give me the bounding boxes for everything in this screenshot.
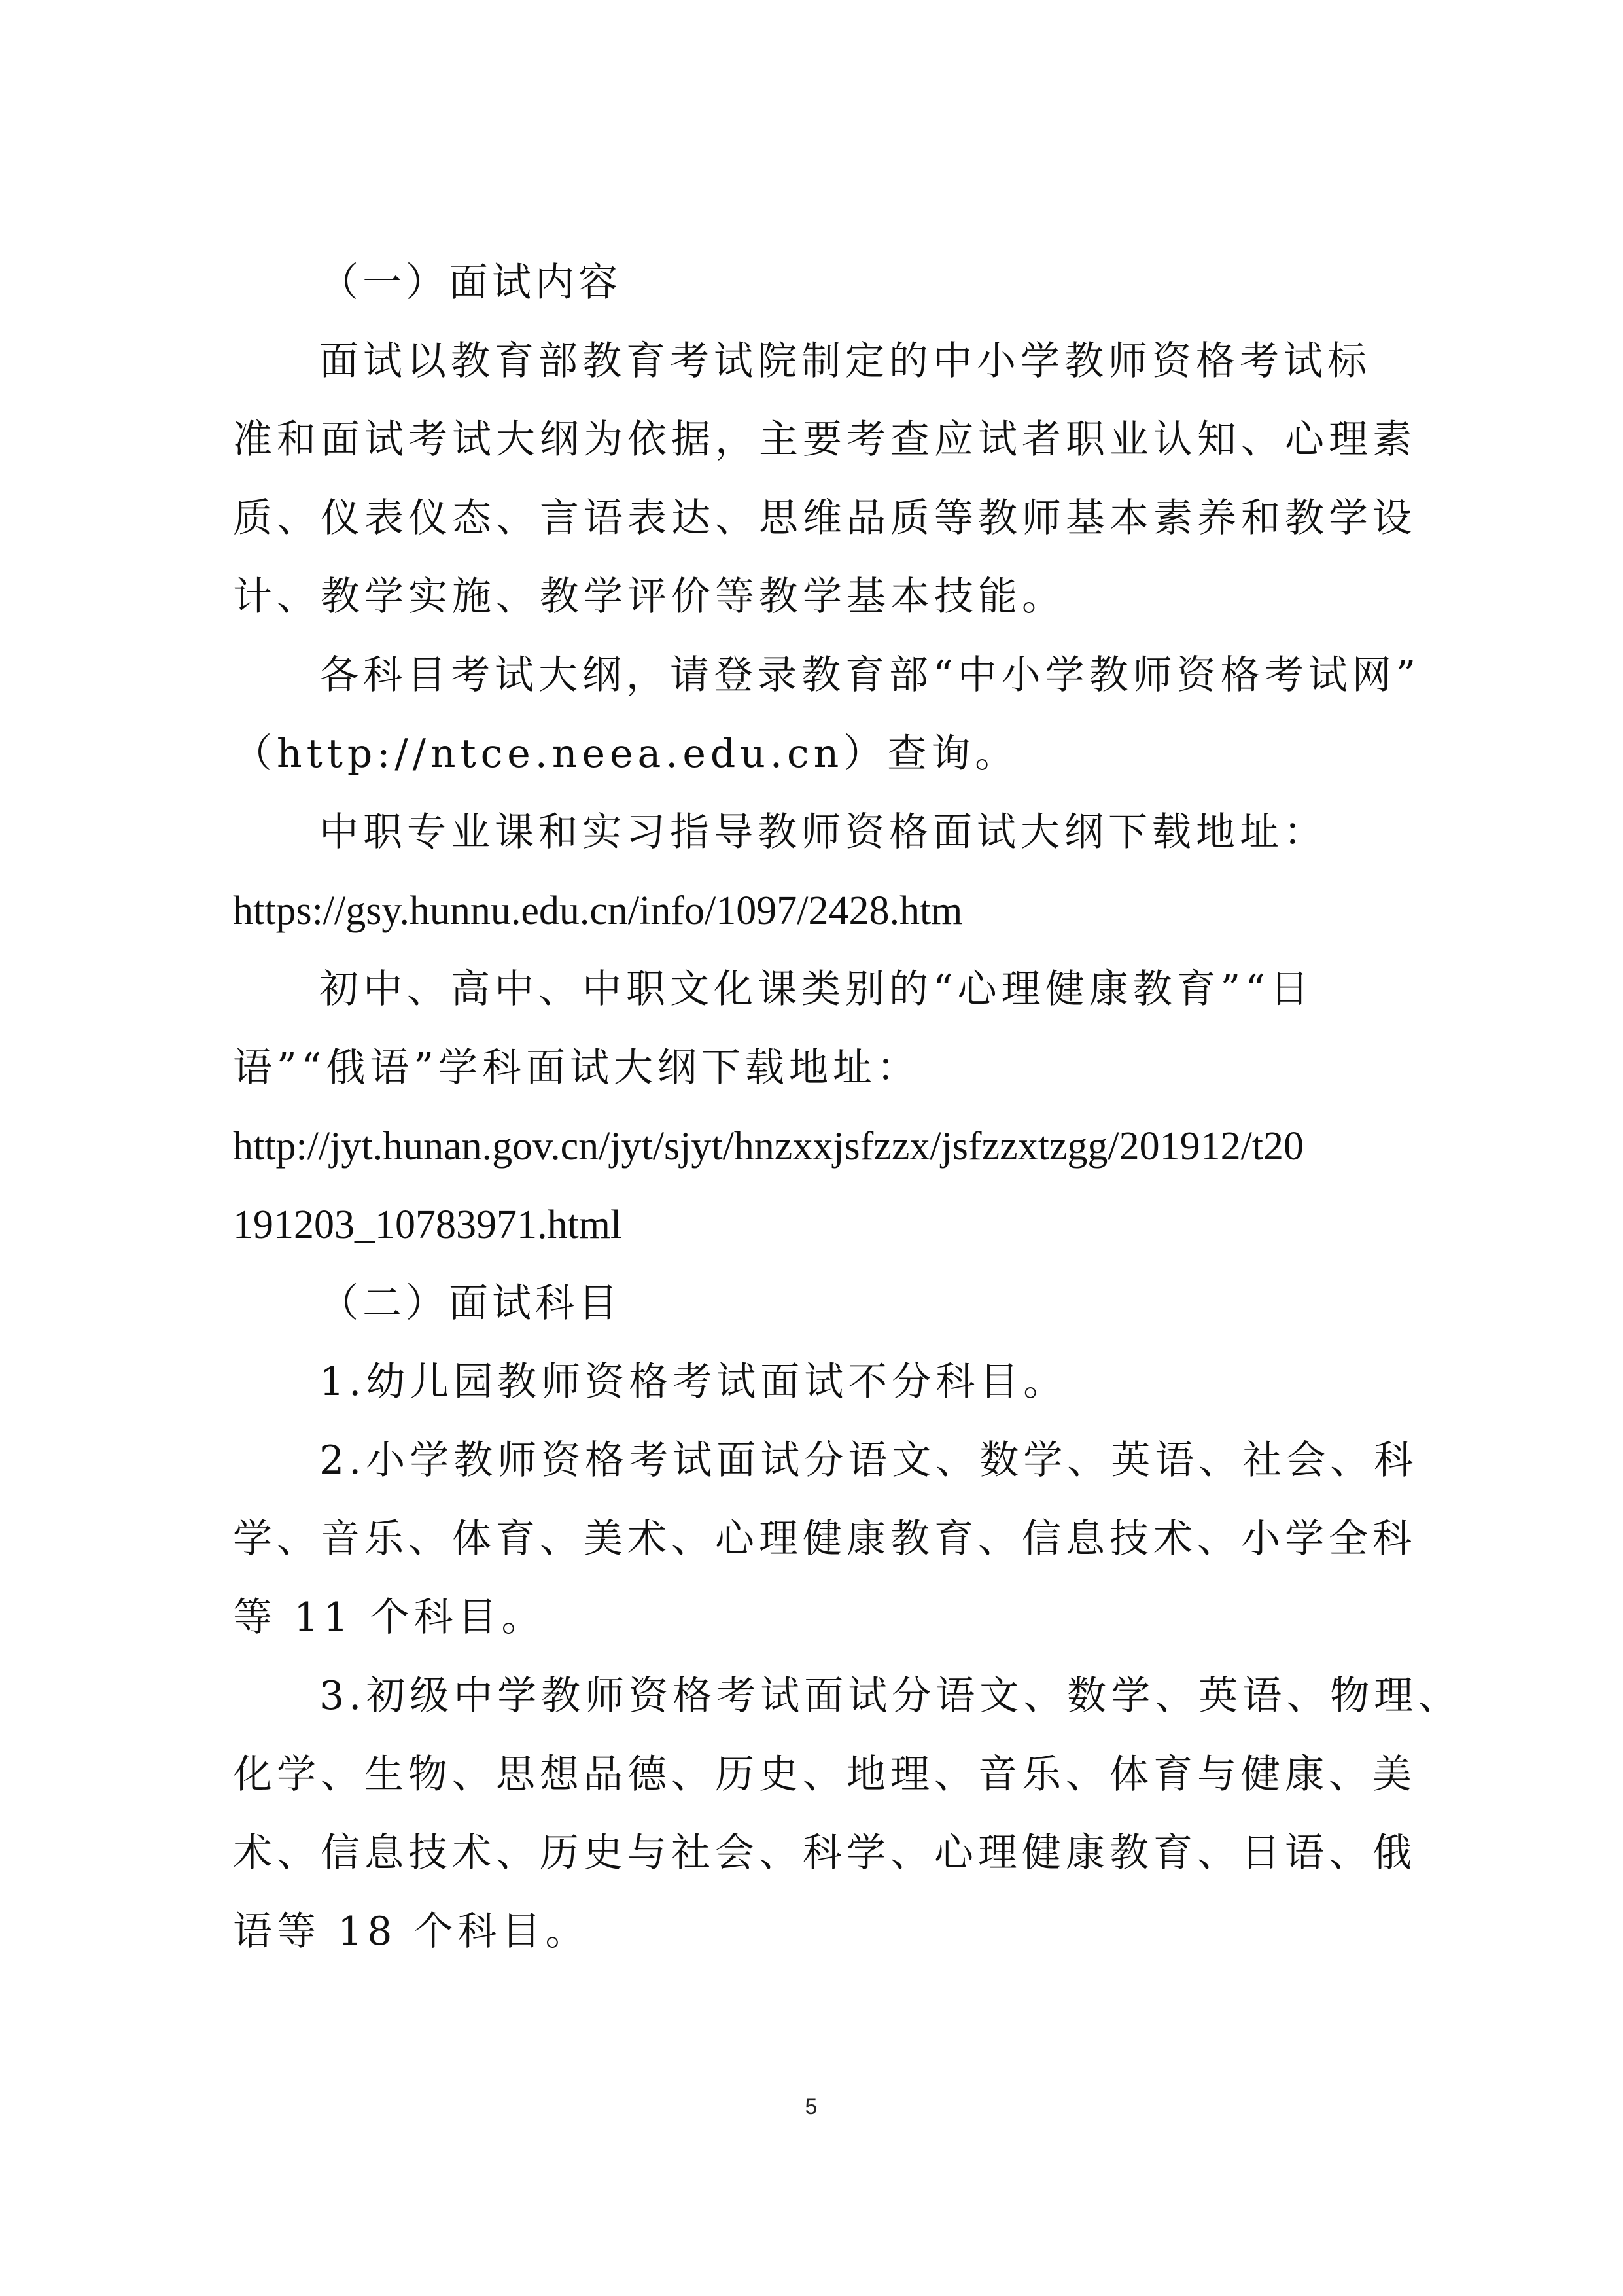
section-heading-interview-content: （一）面试内容 [319,260,621,306]
download-url-link[interactable]: http://jyt.hunan.gov.cn/jyt/sjyt/hnzxxjsfzzx/jsfzzxtzgg/201912/t20 [233,1124,1304,1169]
paragraph-line: 初中、高中、中职文化课类别的“心理健康教育”“日 [319,966,1314,1012]
list-item-line: 术、信息技术、历史与社会、科学、心理健康教育、日语、俄 [233,1830,1416,1876]
paragraph-line: 面试以教育部教育考试院制定的中小学教师资格考试标 [319,338,1371,384]
paragraph-line: 质、仪表仪态、言语表达、思维品质等教师基本素养和教学设 [233,495,1416,541]
paragraph-line: 各科目考试大纲，请登录教育部“中小学教师资格考试网” [319,652,1421,698]
download-url-link-continued[interactable]: 191203_10783971.html [233,1203,622,1247]
list-item-line: 2.小学教师资格考试面试分语文、数学、英语、社会、科 [319,1438,1418,1483]
section-heading-interview-subjects: （二）面试科目 [319,1280,621,1326]
page-number: 5 [805,2094,818,2119]
list-item-line: 化学、生物、思想品德、历史、地理、音乐、体育与健康、美 [233,1752,1416,1797]
paragraph-line-with-url: （http://ntce.neea.edu.cn）查询。 [233,731,1019,777]
paragraph-line: 语”“俄语”学科面试大纲下载地址： [233,1045,921,1091]
list-item-line: 语等 18 个科目。 [233,1909,589,1954]
list-item-line: 3.初级中学教师资格考试面试分语文、数学、英语、物理、 [319,1673,1462,1719]
paragraph-line: 准和面试考试大纲为依据，主要考查应试者职业认知、心理素 [233,417,1416,463]
paragraph-line: 计、教学实施、教学评价等教学基本技能。 [233,574,1066,620]
download-url-link[interactable]: https://gsy.hunnu.edu.cn/info/1097/2428.htm [233,889,963,933]
list-item-line: 等 11 个科目。 [233,1595,546,1640]
list-item-line: 学、音乐、体育、美术、心理健康教育、信息技术、小学全科 [233,1516,1416,1562]
list-item-line: 1.幼儿园教师资格考试面试不分科目。 [319,1359,1068,1405]
paragraph-line: 中职专业课和实习指导教师资格面试大纲下载地址： [319,809,1327,855]
